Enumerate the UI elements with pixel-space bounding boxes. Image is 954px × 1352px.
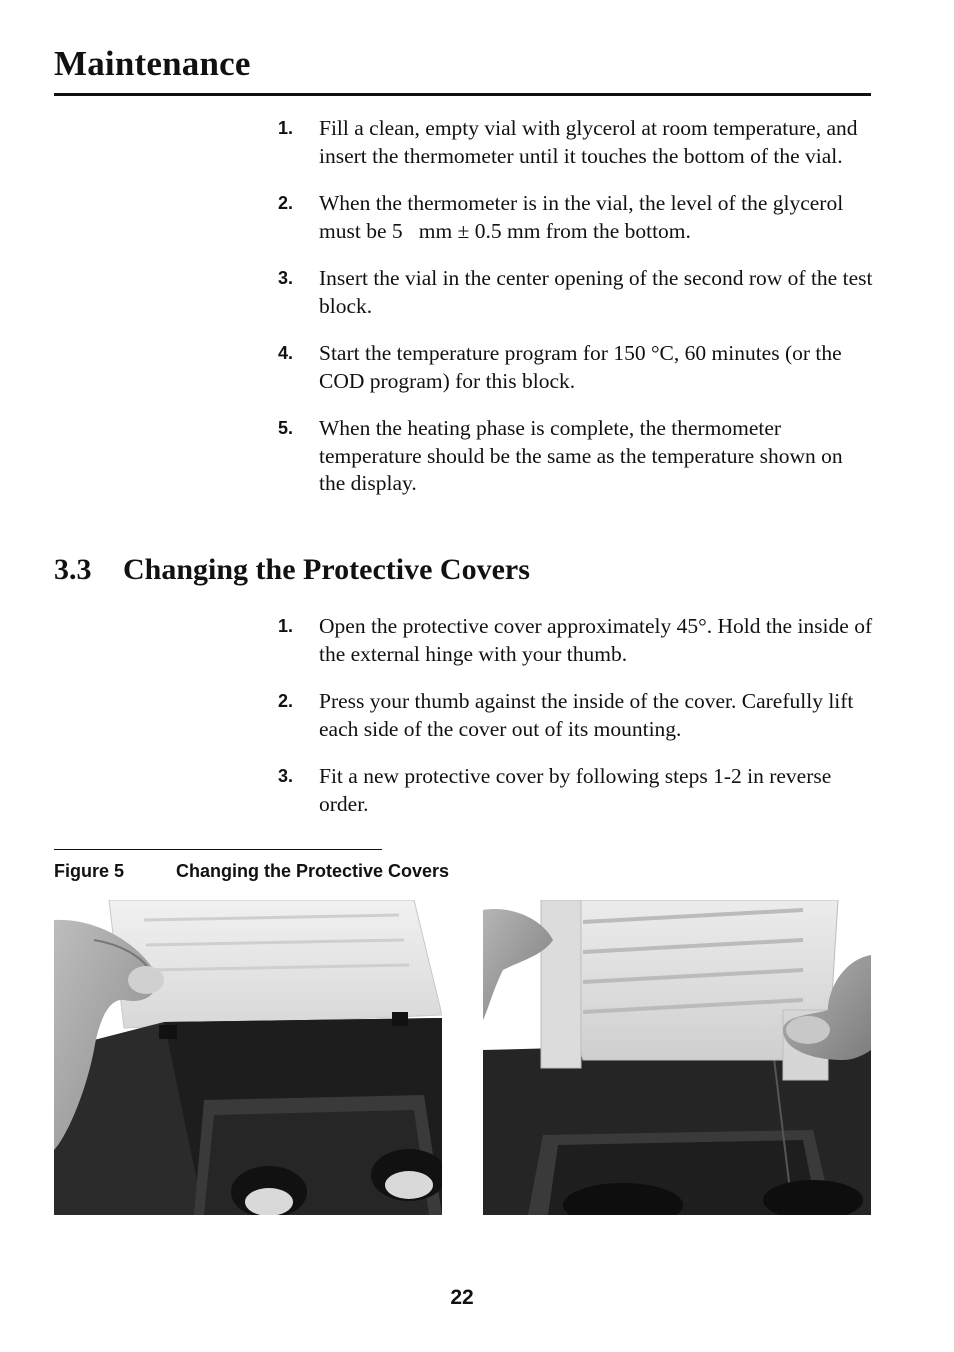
step-text: Press your thumb against the inside of the cover. Carefully lift each side of the cover out of its mounting. — [319, 689, 854, 741]
figure-photo-open-cover — [54, 900, 442, 1215]
step-number: 2. — [278, 193, 294, 213]
step-number: 3. — [278, 766, 294, 786]
list-item — [278, 613, 873, 668]
figure-title: Changing the Protective Covers — [176, 861, 450, 881]
step-text: When the heating phase is complete, the thermometer temperature should be the same as the temperature shown on the display. — [319, 416, 843, 495]
list-item — [278, 115, 873, 170]
step-number: 5. — [278, 418, 294, 438]
step-number: 4. — [278, 343, 294, 363]
procedure-steps — [278, 115, 873, 518]
step-text: When the thermometer is in the vial, the level of the glycerol must be 5 mm ± 0.5 mm from the bottom. — [319, 191, 849, 243]
list-item — [278, 190, 873, 245]
step-number: 1. — [278, 616, 294, 636]
page-title: Maintenance — [54, 44, 251, 83]
title-rule — [54, 93, 871, 96]
list-item — [278, 340, 873, 395]
step-number: 1. — [278, 118, 294, 138]
list-item — [278, 688, 873, 743]
section-title: Changing the Protective Covers — [123, 553, 530, 586]
step-text: Open the protective cover approximately 45°. Hold the inside of the external hinge with your thumb. — [319, 614, 873, 666]
step-text: Insert the vial in the center opening of the second row of the test block. — [319, 266, 873, 318]
figure-photo-lift-cover — [483, 900, 871, 1215]
list-item — [278, 265, 873, 320]
list-item — [278, 763, 873, 818]
list-item — [278, 415, 873, 498]
step-number: 2. — [278, 691, 294, 711]
section-heading — [54, 553, 530, 587]
figure-label: Figure 5 — [54, 861, 125, 881]
section-number: 3.3 — [54, 553, 92, 586]
step-text: Fill a clean, empty vial with glycerol at room temperature, and insert the thermometer until it touches the bottom of the vial. — [319, 116, 858, 168]
step-number: 3. — [278, 268, 294, 288]
page-number: 22 — [450, 1286, 474, 1309]
step-text: Fit a new protective cover by following steps 1-2 in reverse order. — [319, 764, 832, 816]
figure-rule — [54, 849, 382, 850]
step-text: Start the temperature program for 150 °C, 60 minutes (or the COD program) for this block. — [319, 341, 842, 393]
figure-caption — [54, 861, 449, 882]
section-steps — [278, 613, 873, 838]
